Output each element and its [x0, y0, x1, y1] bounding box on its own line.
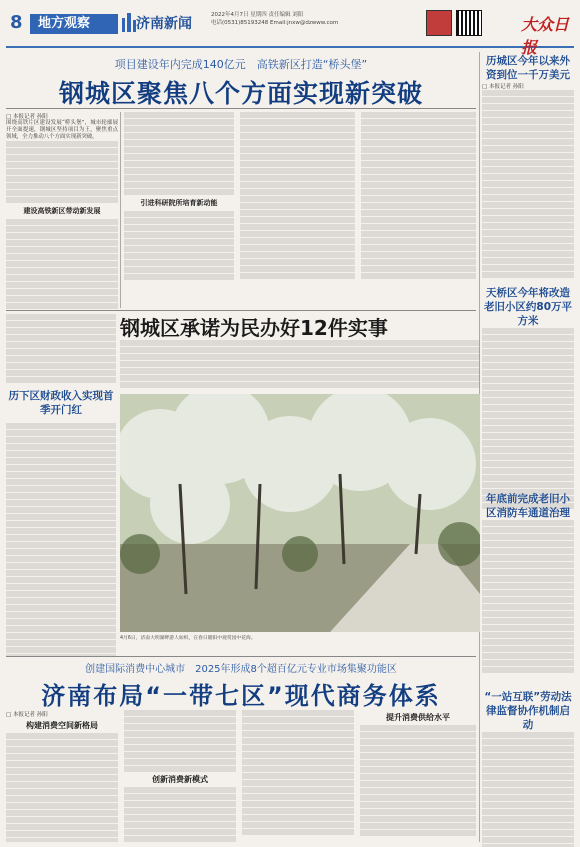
- right-story-title: 历城区今年以来外资到位一千万美元: [486, 55, 570, 81]
- text-block: [6, 733, 118, 842]
- page-number: 8: [10, 12, 23, 33]
- qr-code-icon: [426, 10, 452, 36]
- divider: [6, 108, 476, 109]
- right-story-2: [482, 286, 574, 510]
- qr-code-icon: [456, 10, 482, 36]
- right-story-title: “一站互联”劳动法律监督协作机制启动: [484, 691, 572, 731]
- right-story-3: [482, 492, 574, 674]
- text-block: [6, 423, 116, 656]
- text-block: [124, 787, 236, 842]
- text-block: [361, 112, 476, 279]
- right-story-title: 天桥区今年将改造老旧小区约80万平方米: [483, 287, 573, 327]
- story3-column-2: [124, 710, 236, 842]
- text-block: [124, 710, 236, 772]
- story3-column-1: □ 本报记者 孙阳 构建消费空间新格局: [6, 710, 118, 842]
- story3-subhead: 构建消费空间新格局: [26, 721, 98, 730]
- text-block: [120, 340, 480, 388]
- text-block: [482, 328, 574, 509]
- text-block: [360, 725, 476, 836]
- text-block: [6, 219, 118, 309]
- text-block: [124, 112, 234, 195]
- text-block: [6, 141, 118, 203]
- story3-kicker: 创建国际消费中心城市 2025年形成8个超百亿元专业市场集聚功能区: [85, 664, 397, 675]
- lead-headline: 钢城区聚焦八个方面实现新突破: [58, 79, 423, 108]
- page-header: [6, 6, 574, 57]
- photo-caption: 4月6日，济南大明湖畔游人如织，在春日暖阳中观赏园中花海。: [120, 636, 256, 641]
- story3-column-4: [360, 710, 476, 842]
- text-block: [482, 90, 574, 278]
- masthead: 大众日报: [521, 15, 570, 57]
- text-block: [482, 520, 574, 673]
- left-column: [6, 314, 116, 656]
- story3-column-3: [242, 710, 354, 842]
- divider: [120, 112, 121, 308]
- lead-subhead: 建设高铁新区带动新发展: [23, 207, 101, 215]
- header-meta: 2022年4月7日 星期四 责任编辑 刘阳 电话(0531)85193248 Email:jnxw@dzwww.com: [211, 12, 339, 26]
- left-story-title: 历下区财政收入实现首季开门红: [8, 390, 114, 416]
- right-story-1: 历城区今年以来外资到位一千万美元 □ 本报记者 孙阳: [482, 54, 574, 279]
- lead-column-1: □ 本报记者 孙阳 围绕高铁片区建设发展“桥头堡”，城市轮廓展开全面提速，钢城区坚持项目为王，聚焦重点领域，全力推动八个方面实现新突破。 建设高铁新区带动新发展: [6, 112, 118, 312]
- lead-column-2: [124, 112, 234, 308]
- divider: [6, 656, 476, 657]
- right-story-title: 年底前完成老旧小区消防车通道治理: [486, 493, 570, 519]
- story3-headline: 济南布局“一带七区”现代商务体系: [41, 682, 441, 710]
- lead-column-4: [361, 112, 476, 308]
- text-block: [6, 314, 116, 383]
- lead-column-3: [240, 112, 355, 308]
- park-photo-image: [120, 394, 480, 632]
- right-story-4: [482, 690, 574, 847]
- lead-paragraph: 围绕高铁片区建设发展“桥头堡”，城市轮廓展开全面提速，钢城区坚持项目为王，聚焦重点领域，全力推动八个方面实现新突破。: [6, 120, 118, 140]
- story3-subhead: 提升消费供给水平: [386, 713, 450, 722]
- story2-body: [120, 340, 480, 392]
- text-block: [242, 710, 354, 835]
- text-block: [240, 112, 355, 279]
- section-city: 济南新闻: [136, 16, 192, 32]
- section-label: 地方观察: [30, 14, 118, 34]
- divider: [6, 310, 476, 311]
- text-block: [124, 211, 234, 280]
- lead-subhead: 引进科研院所培育新动能: [140, 199, 218, 207]
- story3-subhead: 创新消费新模式: [152, 775, 208, 784]
- lead-kicker: 项目建设年内完成140亿元 高铁新区打造“桥头堡”: [114, 58, 368, 71]
- text-block: [482, 732, 574, 847]
- story2-headline: 钢城区承诺为民办好12件实事: [120, 316, 388, 340]
- news-photo: [120, 394, 480, 632]
